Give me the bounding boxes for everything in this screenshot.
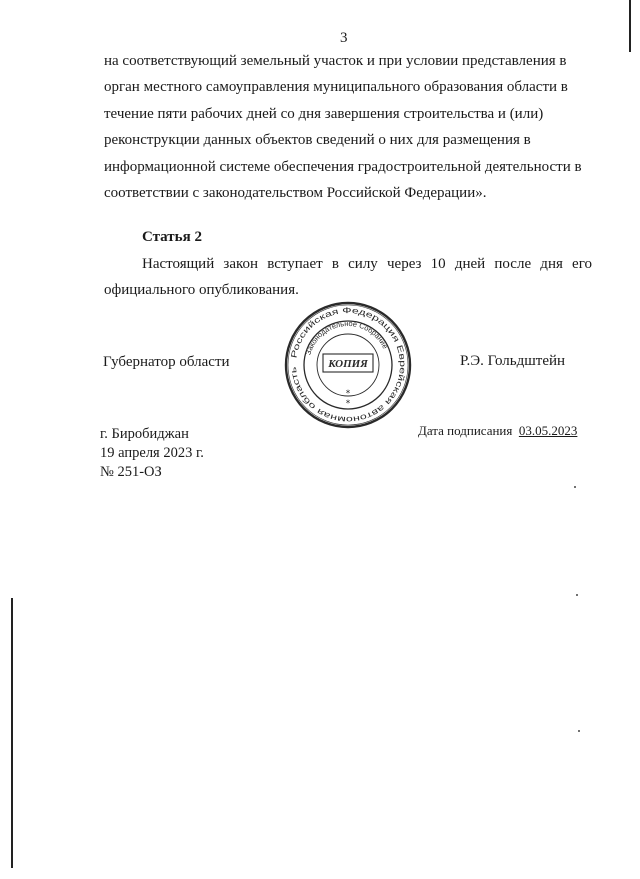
- body-paragraph: [104, 48, 592, 206]
- scan-speck: [576, 594, 578, 596]
- body-line: информационной системе обеспечения градостроительной деятельности в: [104, 158, 582, 175]
- article-body: Настоящий закон вступает в силу через 10 дней после дня его официального опубликования.: [104, 256, 592, 299]
- seal-ring-text: Российская Федерация Еврейская автономная область: [289, 305, 408, 425]
- seal-inner-text: Законодательное Собрание: [303, 318, 391, 356]
- law-date: 19 апреля 2023 г.: [100, 445, 204, 461]
- seal-star-icon: *: [345, 399, 351, 409]
- official-seal: [283, 300, 413, 430]
- body-line: соответствии с законодательством Российской Федерации».: [104, 185, 487, 202]
- body-line: течение пяти рабочих дней со дня завершения строительства и (или): [104, 105, 544, 122]
- scan-speck: [578, 730, 580, 732]
- place-of-signing: г. Биробиджан: [100, 426, 189, 442]
- scan-edge-right: [629, 0, 631, 52]
- page-number: 3: [340, 30, 348, 46]
- body-line: на соответствующий земельный участок и при условии представления в: [104, 53, 567, 69]
- signing-date-label: Дата подписания: [418, 423, 513, 438]
- law-details: [100, 425, 204, 482]
- body-line: орган местного самоуправления муниципального образования области в: [104, 79, 568, 96]
- signing-date-value: 03.05.2023: [518, 423, 578, 438]
- signatory-title: Губернатор области: [103, 354, 230, 370]
- signatory-name: Р.Э. Гольдштейн: [460, 353, 566, 369]
- seal-star-icon: *: [345, 389, 351, 399]
- body-line: реконструкции данных объектов сведений о них для размещения в: [104, 132, 531, 149]
- scan-edge-left: [11, 598, 13, 868]
- scan-speck: [574, 486, 576, 488]
- law-number: № 251-ОЗ: [100, 464, 162, 480]
- article-text: [104, 251, 592, 304]
- seal-center-text: КОПИЯ: [328, 358, 368, 370]
- article-heading: Статья 2: [142, 229, 202, 245]
- signing-date: [418, 423, 577, 439]
